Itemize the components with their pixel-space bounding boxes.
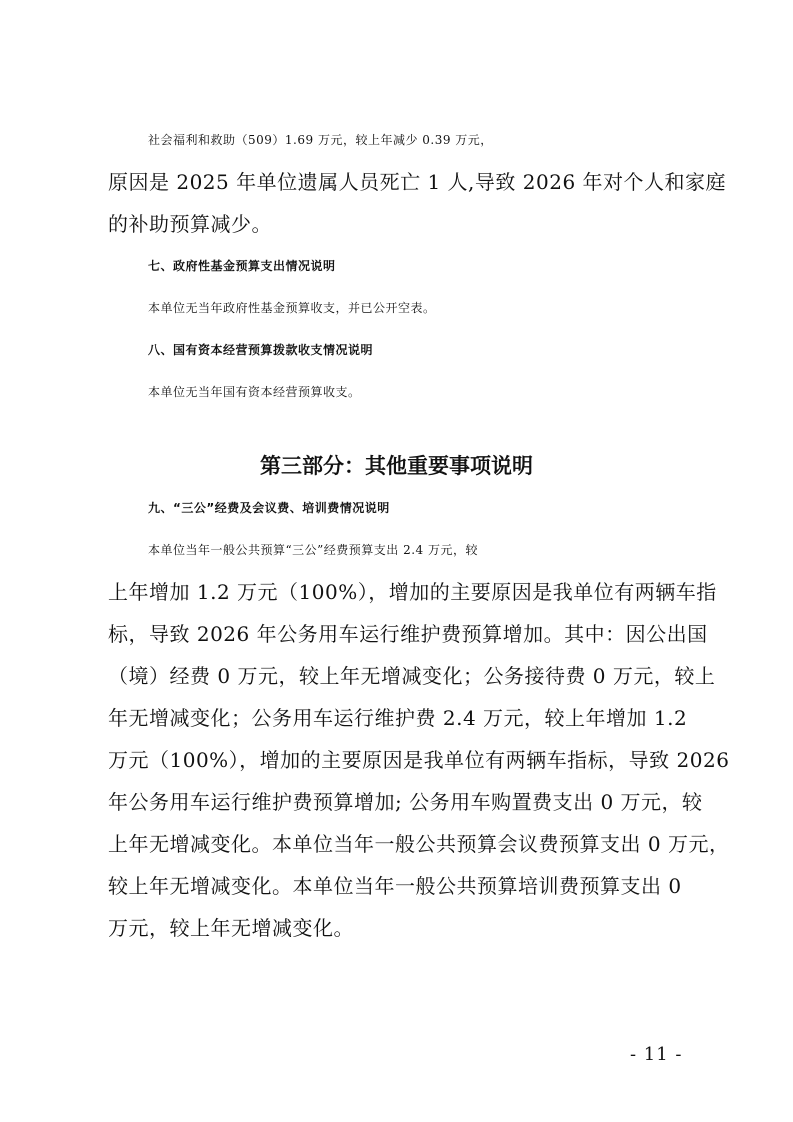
part-three-title: 第三部分：其他重要事项说明 <box>260 453 533 478</box>
section-nine-line: 万元，较上年无增减变化。 <box>108 916 354 940</box>
section-nine-line: 年公务用车运行维护费预算增加; 公务用车购置费支出 0 万元，较 <box>108 790 703 814</box>
section-nine-heading: 九、“三公”经费及会议费、培训费情况说明 <box>148 501 390 515</box>
section-nine-line: 上年增加 1.2 万元（100%），增加的主要原因是我单位有两辆车指 <box>108 580 717 604</box>
section-nine-line: 万元（100%），增加的主要原因是我单位有两辆车指标，导致 2026 <box>108 748 730 772</box>
page-number: - 11 - <box>630 1044 683 1065</box>
section-eight-text: 本单位无当年国有资本经营预算收支。 <box>148 385 361 399</box>
section-nine-line: 年无增减变化；公务用车运行维护费 2.4 万元，较上年增加 1.2 <box>108 706 688 730</box>
section-nine-line: 标，导致 2026 年公务用车运行维护费预算增加。其中：因公出国 <box>108 622 708 646</box>
section-nine-line: 上年无增减变化。本单位当年一般公共预算会议费预算支出 0 万元， <box>108 832 730 856</box>
section-eight-heading: 八、国有资本经营预算拨款收支情况说明 <box>148 343 374 357</box>
section-nine-line: （境）经费 0 万元，较上年无增减变化；公务接待费 0 万元，较上 <box>108 664 716 688</box>
welfare-line-2: 原因是 2025 年单位遗属人员死亡 1 人,导致 2026 年对个人和家庭 <box>108 170 727 194</box>
section-seven-heading: 七、政府性基金预算支出情况说明 <box>148 259 336 273</box>
welfare-line-1: 社会福利和救助（509）1.69 万元，较上年减少 0.39 万元， <box>148 133 493 147</box>
section-nine-line: 较上年无增减变化。本单位当年一般公共预算培训费预算支出 0 <box>108 874 682 898</box>
section-seven-text: 本单位无当年政府性基金预算收支，并已公开空表。 <box>148 301 436 315</box>
section-nine-line: 本单位当年一般公共预算“三公”经费预算支出 2.4 万元，较 <box>148 543 478 557</box>
welfare-line-3: 的补助预算减少。 <box>108 212 272 236</box>
